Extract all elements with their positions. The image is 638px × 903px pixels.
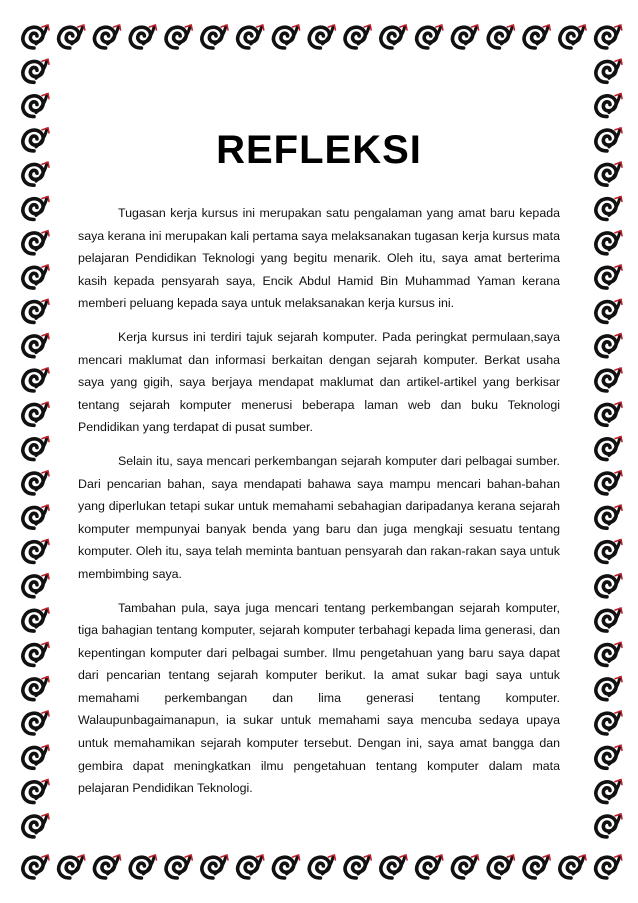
spiral-motif-icon [166,855,192,878]
spiral-motif-icon [166,25,192,48]
spiral-motif-icon [23,642,49,665]
spiral-motif-icon [23,711,49,734]
spiral-motif-icon [596,608,622,631]
spiral-motif-icon [23,94,49,117]
spiral-motif-icon [417,25,443,48]
spiral-motif-icon [596,642,622,665]
spiral-motif-icon [309,855,335,878]
spiral-motif-icon [596,711,622,734]
spiral-motif-icon [238,25,264,48]
spiral-motif-icon [596,471,622,494]
spiral-motif-icon [452,855,478,878]
spiral-motif-icon [202,855,228,878]
spiral-motif-icon [23,402,49,425]
spiral-motif-icon [524,25,550,48]
spiral-motif-icon [345,855,371,878]
spiral-motif-icon [596,540,622,563]
spiral-motif-icon [273,25,299,48]
spiral-motif-icon [596,334,622,357]
spiral-motif-icon [596,855,622,878]
spiral-motif-icon [130,25,156,48]
spiral-motif-icon [23,471,49,494]
spiral-motif-icon [596,197,622,220]
spiral-motif-icon [596,368,622,391]
spiral-motif-icon [23,780,49,803]
spiral-motif-icon [23,59,49,82]
spiral-motif-icon [23,437,49,460]
spiral-motif-icon [23,540,49,563]
spiral-motif-icon [596,505,622,528]
spiral-motif-icon [596,437,622,460]
spiral-motif-icon [596,780,622,803]
page-title: REFLEKSI [216,128,422,172]
spiral-motif-icon [596,265,622,288]
spiral-motif-icon [452,25,478,48]
spiral-motif-icon [23,231,49,254]
spiral-motif-icon [23,299,49,322]
spiral-motif-icon [596,25,622,48]
spiral-motif-icon [596,574,622,597]
spiral-motif-icon [273,855,299,878]
spiral-motif-icon [23,855,49,878]
paragraph: Kerja kursus ini terdiri tajuk sejarah komputer. Pada peringkat permulaan,saya mencari maklumat dan informasi berkaitan dengan sejarah komputer. Berkat usaha saya yang gigih, saya berjaya mendapat maklumat dan artikel-artikel yang berkisar tentang sejarah komputer menerusi beberapa laman web dan buku Teknologi Pendidikan yang terdapat di pusat sumber. [78,329,560,435]
spiral-motif-icon [596,231,622,254]
spiral-motif-icon [596,745,622,768]
spiral-motif-icon [596,59,622,82]
spiral-motif-icon [309,25,335,48]
spiral-motif-icon [596,299,622,322]
spiral-motif-icon [560,25,586,48]
spiral-motif-icon [130,855,156,878]
spiral-motif-icon [59,855,85,878]
spiral-motif-icon [381,25,407,48]
spiral-motif-icon [23,608,49,631]
paragraph: Selain itu, saya mencari perkembangan sejarah komputer dari pelbagai sumber. Dari pencarian bahan, saya mendapati bahawa saya mampu mencari bahan-bahan yang diperlukan tetapi sukar untuk memahami sebahagian daripadanya kerana sejarah komputer mempunyai banyak benda yang baru dan juga mengkaji sesuatu tentang komputer. Oleh itu, saya telah meminta bantuan pensyarah dan rakan-rakan saya untuk membimbing saya. [78,453,560,581]
paragraph: Tugasan kerja kursus ini merupakan satu pengalaman yang amat baru kepada saya kerana ini merupakan kali pertama saya melaksanakan tugasan kerja kursus mata pelajaran Pendidikan Teknologi yang begitu menarik. Oleh itu, saya amat berterima kasih kepada pensyarah saya, Encik Abdul Hamid Bin Muhammad Yaman kerana memberi peluang kepada saya untuk melaksanakan kerja kursus ini. [78,206,560,311]
spiral-motif-icon [23,197,49,220]
spiral-motif-icon [23,25,49,48]
spiral-motif-icon [381,855,407,878]
spiral-motif-icon [23,505,49,528]
spiral-motif-icon [596,94,622,117]
spiral-motif-icon [345,25,371,48]
spiral-motif-icon [560,855,586,878]
spiral-motif-icon [23,574,49,597]
spiral-motif-icon [524,855,550,878]
spiral-motif-icon [23,814,49,837]
reflection-body [78,202,560,811]
spiral-motif-icon [23,677,49,700]
spiral-motif-icon [238,855,264,878]
spiral-motif-icon [59,25,85,48]
spiral-motif-icon [94,855,120,878]
paragraph: Tambahan pula, saya juga mencari tentang perkembangan sejarah komputer, tiga bahagian tentang komputer, sejarah komputer terbahagi kepada lima generasi, dan kepentingan komputer dari pelbagai sumber. Ilmu pengetahuan yang baru saya dapat dari pencarian tentang sejarah komputer berikut. Ia amat sukar bagi saya untuk memahami perkembangan dan lima generasi tentang komputer. Walaupunbagaimanapun, ia sukar untuk memahami saya mencuba sedaya upaya untuk memahamikan sejarah komputer tersebut. Dengan ini, saya amat bangga dan gembira dapat meningkatkan ilmu pengetahuan tentang komputer dalam mata pelajaran Pendidikan Teknologi. [78,600,560,796]
spiral-motif-icon [23,368,49,391]
spiral-motif-icon [596,814,622,837]
spiral-motif-icon [596,677,622,700]
spiral-motif-icon [202,25,228,48]
spiral-motif-icon [488,25,514,48]
spiral-motif-icon [23,265,49,288]
spiral-motif-icon [417,855,443,878]
spiral-motif-icon [23,745,49,768]
spiral-motif-icon [94,25,120,48]
spiral-motif-icon [23,334,49,357]
spiral-motif-icon [596,402,622,425]
spiral-motif-icon [488,855,514,878]
